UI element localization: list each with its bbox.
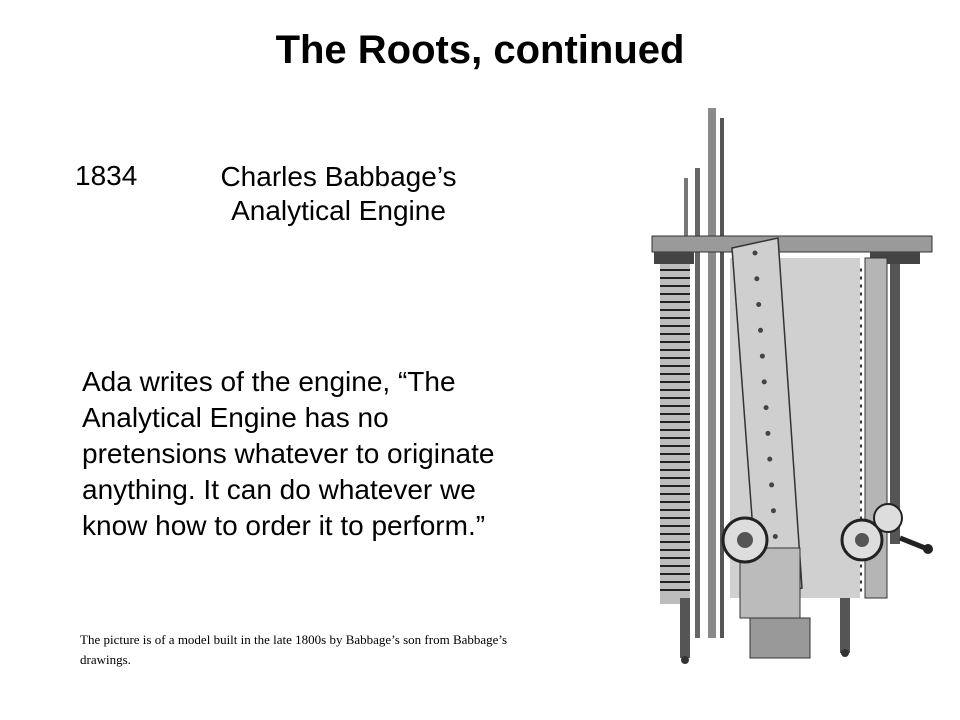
ada-quote: Ada writes of the engine, “The Analytical Engine has no pretensions whatever to originate anything. It can do whatever we know how to order it to perform.” xyxy=(82,366,495,541)
year-label: 1834 xyxy=(75,160,138,191)
analytical-engine-photo xyxy=(640,108,940,668)
image-caption: The picture is of a model built in the late 1800s by Babbage’s son from Babbage’s drawings. xyxy=(80,632,508,667)
slide-title: The Roots, continued xyxy=(275,28,685,72)
engine-name: Charles Babbage’s Analytical Engine xyxy=(220,161,457,226)
